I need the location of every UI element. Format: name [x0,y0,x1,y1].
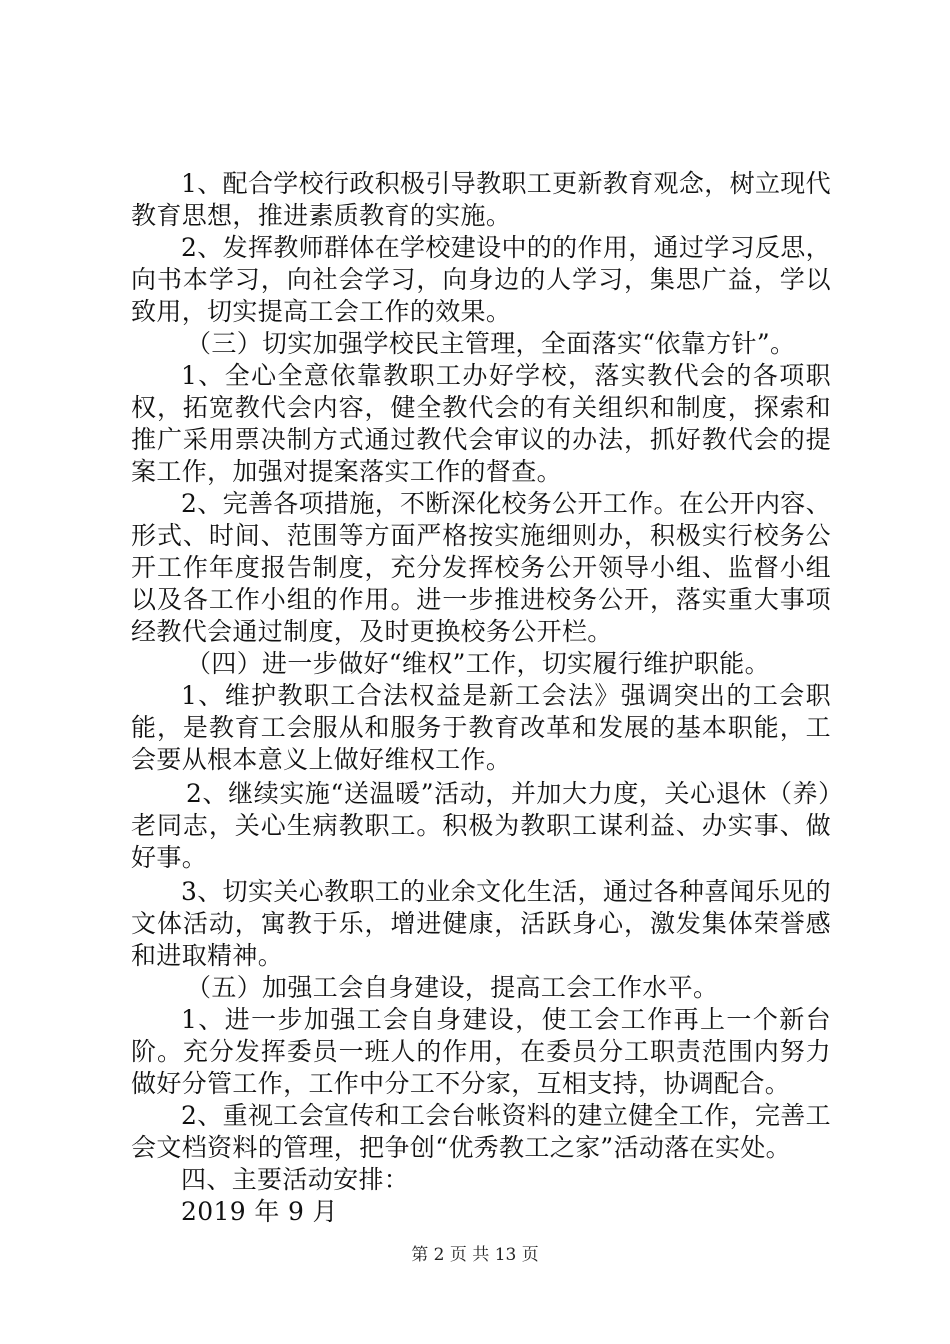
paragraph-5-2: 2、重视工会宣传和工会台帐资料的建立健全工作，完善工会文档资料的管理，把争创“优秀教工之家”活动落在实处。 [131,1101,832,1162]
document-body [131,168,831,1228]
paragraph-2: 2、发挥教师群体在学校建设中的的作用，通过学习反思，向书本学习，向社会学习，向身边的人学习，集思广益，学以致用，切实提高工会工作的效果。 [131,233,832,326]
paragraph-4-3: 3、切实关心教职工的业余文化生活，通过各种喜闻乐见的文体活动，寓教于乐，增进健康，活跃身心，激发集体荣誉感和进取精神。 [131,877,832,970]
page-number-footer: 第 2 页 共 13 页 [411,1245,539,1265]
paragraph-5-1: 1、进一步加强工会自身建设，使工会工作再上一个新台阶。充分发挥委员一班人的作用，在委员分工职责范围内努力做好分管工作，工作中分工不分家，互相支持，协调配合。 [131,1005,831,1098]
paragraph-1: 1、配合学校行政积极引导教职工更新教育观念，树立现代教育思想，推进素质教育的实施。 [131,169,832,230]
paragraph-3-2: 2、完善各项措施，不断深化校务公开工作。在公开内容、形式、时间、范围等方面严格按实施细则办，积极实行校务公开工作年度报告制度，充分发挥校务公开领导小组、监督小组以及各工作小组的作用。进一步推进校务公开，落实重大事项经教代会通过制度，及时更换校务公开栏。 [131,489,832,646]
section-heading-4: （四）进一步做好“维权”工作，切实履行维护职能。 [186,649,770,678]
paragraph-3-1: 1、全心全意依靠教职工办好学校，落实教代会的各项职权，拓宽教代会内容，健全教代会的有关组织和制度，探索和推广采用票决制方式通过教代会审议的办法，抓好教代会的提案工作，加强对提案落实工作的督查。 [131,361,831,486]
section-heading-3: （三）切实加强学校民主管理，全面落实“依靠方针”。 [186,329,796,358]
section-heading-5: （五）加强工会自身建设，提高工会工作水平。 [186,973,719,1002]
paragraph-4-1: 1、维护教职工合法权益是新工会法》强调突出的工会职能，是教育工会服从和服务于教育改革和发展的基本职能，工会要从根本意义上做好维权工作。 [131,681,831,774]
date-line: 2019 年 9 月 [181,1197,338,1226]
paragraph-4-2: 2、继续实施“送温暖”活动，并加大力度，关心退休（养）老同志，关心生病教职工。积极为教职工谋利益、办实事、做好事。 [131,779,831,872]
section-heading-activities: 四、主要活动安排： [181,1165,410,1194]
